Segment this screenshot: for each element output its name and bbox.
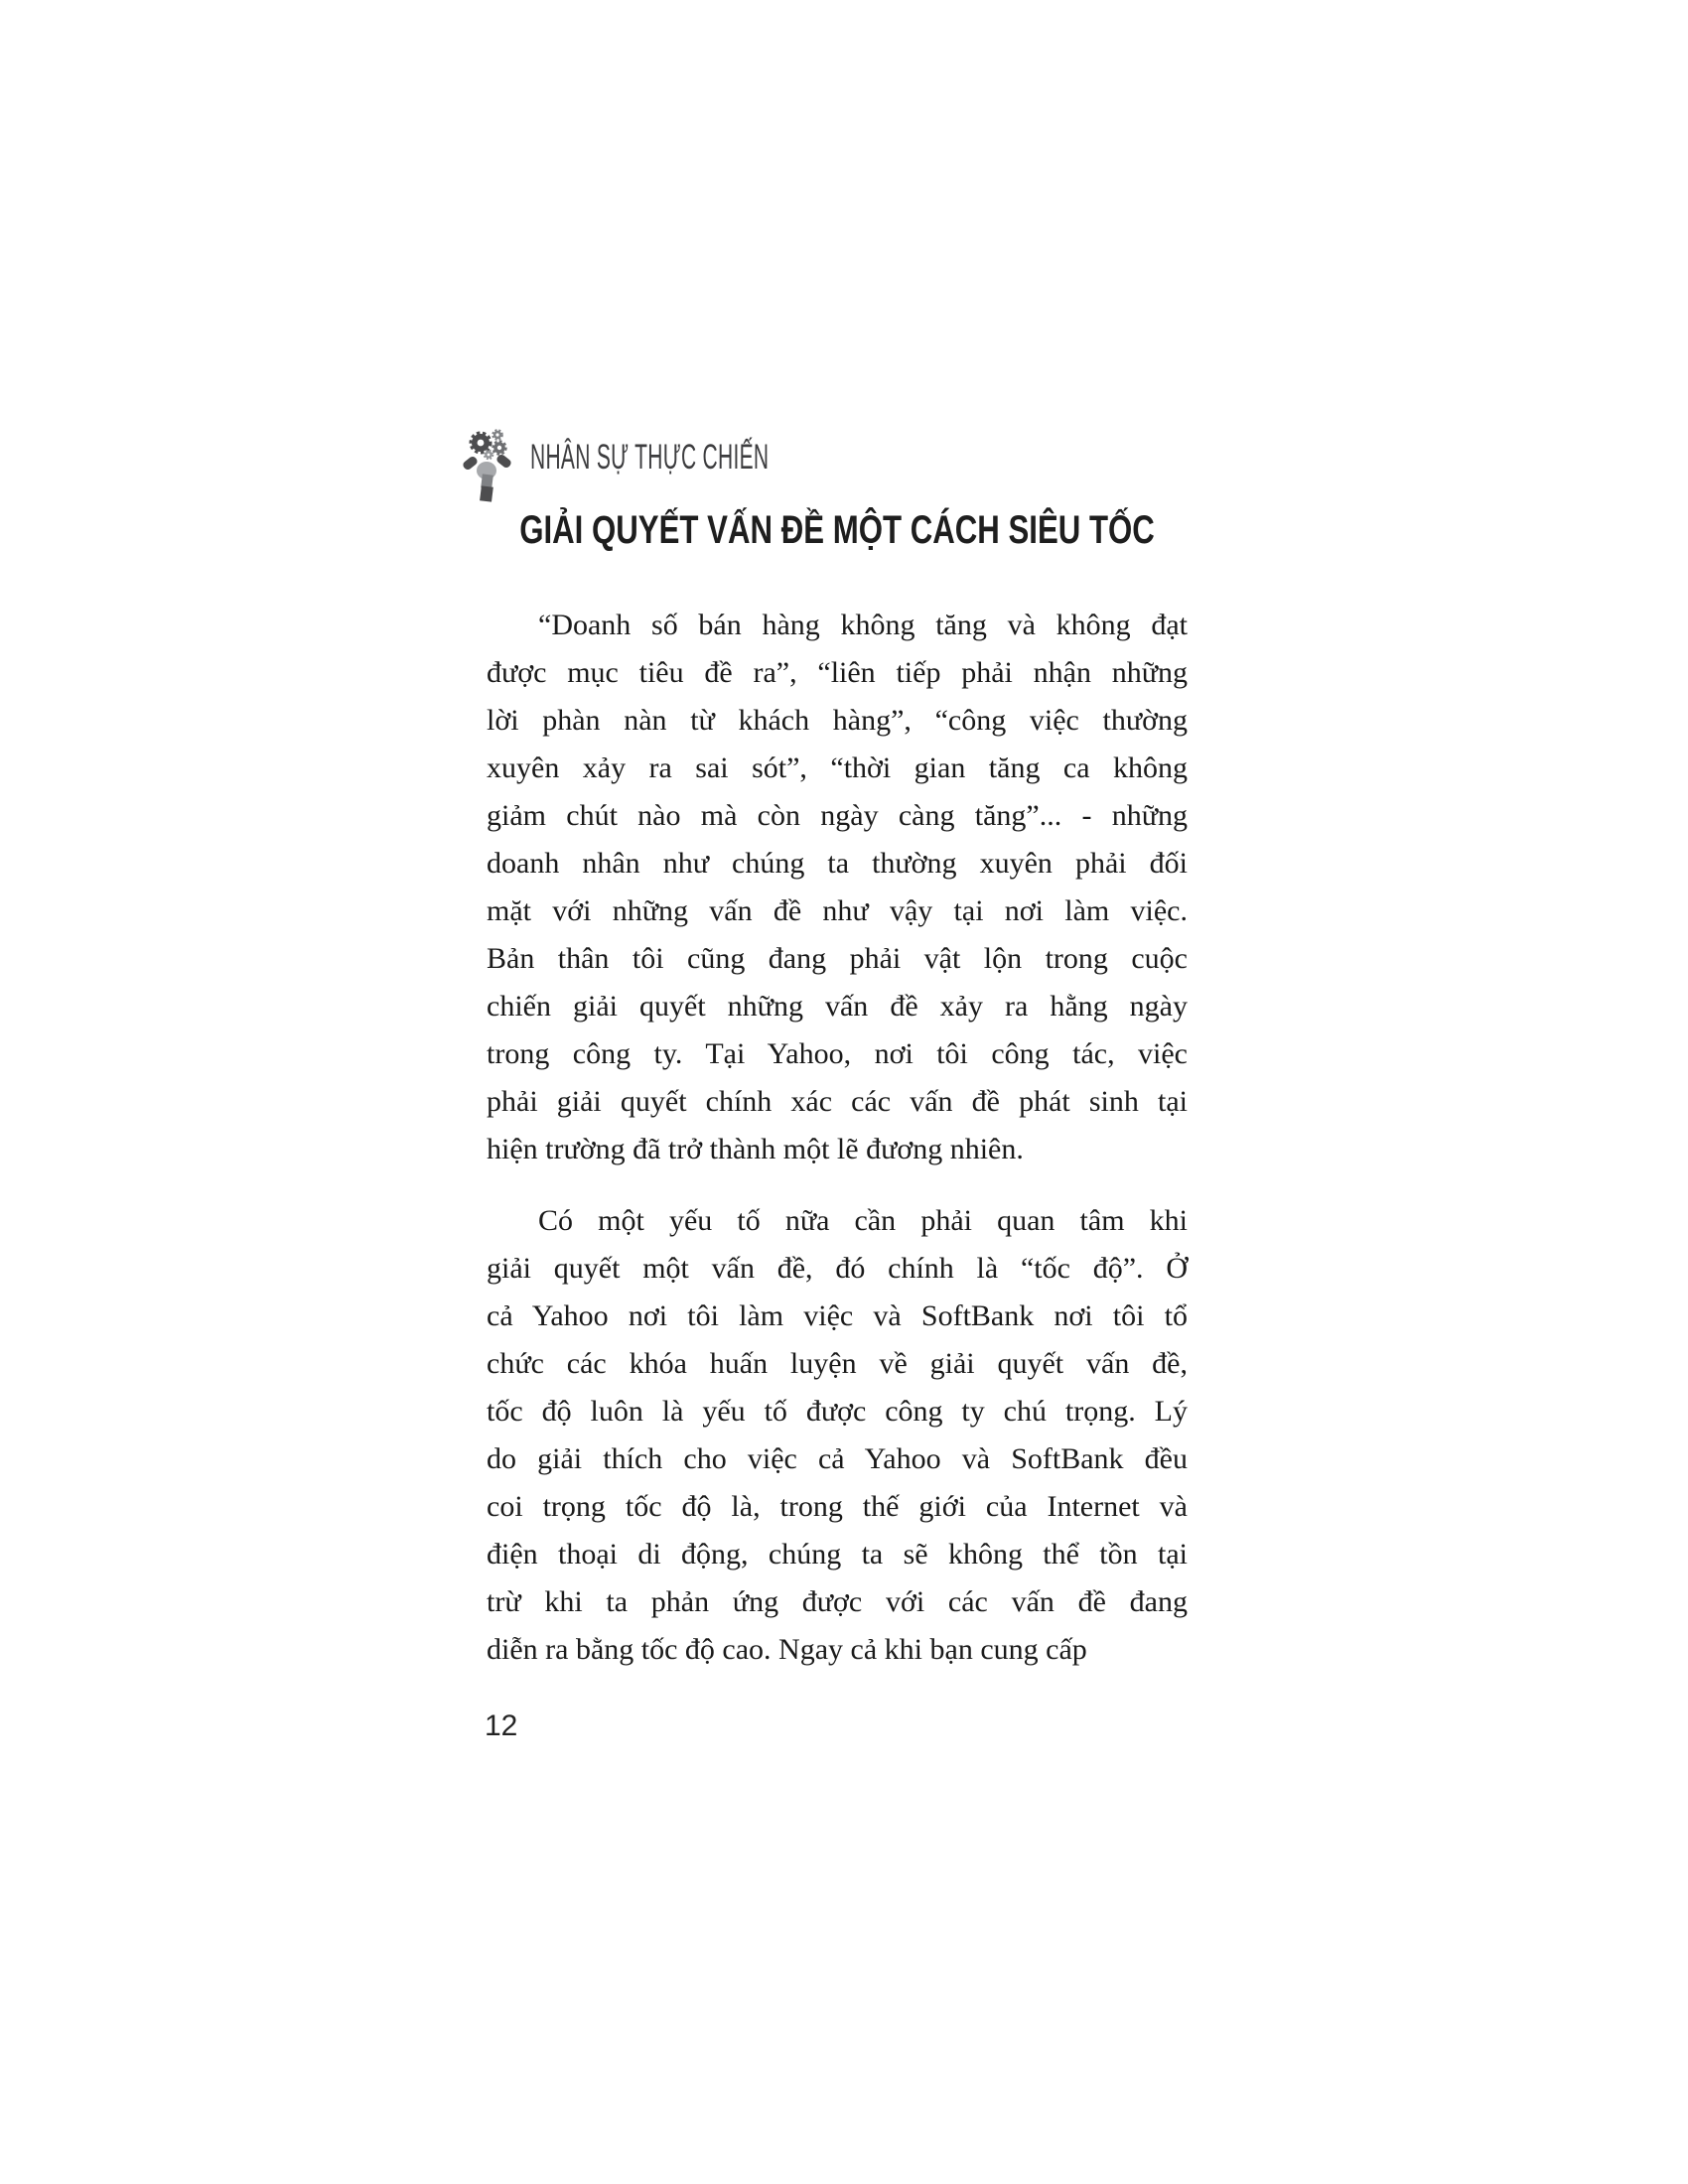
paragraph bbox=[487, 602, 1188, 1173]
text-line: trừ khi ta phản ứng được với các vấn đề đang bbox=[487, 1585, 1188, 1618]
text-line: diễn ra bằng tốc độ cao. Ngay cả khi bạn cung cấp bbox=[487, 1633, 1087, 1666]
gear-small-top bbox=[492, 430, 501, 439]
chapter-title-text: GIẢI QUYẾT VẤN ĐỀ MỘT CÁCH SIÊU TỐC bbox=[519, 508, 1155, 552]
hand-shape bbox=[462, 453, 512, 501]
text-line: Bản thân tôi cũng đang phải vật lộn trong cuộc bbox=[487, 942, 1188, 975]
body-text bbox=[487, 602, 1188, 1674]
text-line: được mục tiêu đề ra”, “liên tiếp phải nhận những bbox=[487, 656, 1188, 689]
text-line: cả Yahoo nơi tôi làm việc và SoftBank nơi tôi tổ bbox=[487, 1299, 1188, 1332]
brand-name: NHÂN SỰ THỰC CHIẾN bbox=[530, 438, 770, 477]
text-line: tốc độ luôn là yếu tố được công ty chú trọng. Lý bbox=[487, 1395, 1188, 1428]
text-line: điện thoại di động, chúng ta sẽ không thể tồn tại bbox=[487, 1538, 1188, 1570]
text-line: phải giải quyết chính xác các vấn đề phát sinh tại bbox=[487, 1085, 1188, 1118]
text-line: Có một yếu tố nữa cần phải quan tâm khi bbox=[538, 1204, 1188, 1237]
paragraph bbox=[487, 1197, 1188, 1674]
text-line: lời phàn nàn từ khách hàng”, “công việc thường bbox=[487, 704, 1188, 737]
text-line: mặt với những vấn đề như vậy tại nơi làm việc. bbox=[487, 894, 1188, 927]
text-line: coi trọng tốc độ là, trong thế giới của Internet và bbox=[487, 1490, 1188, 1523]
page-number: 12 bbox=[485, 1709, 518, 1742]
text-line: do giải thích cho việc cả Yahoo và SoftBank đều bbox=[487, 1442, 1188, 1475]
text-line: “Doanh số bán hàng không tăng và không đạt bbox=[538, 609, 1188, 641]
text-line: trong công ty. Tại Yahoo, nơi tôi công tác, việc bbox=[487, 1037, 1188, 1070]
text-line: hiện trường đã trở thành một lẽ đương nhiên. bbox=[487, 1133, 1024, 1165]
chapter-title bbox=[487, 510, 1188, 550]
text-line: chức các khóa huấn luyện về giải quyết vấn đề, bbox=[487, 1347, 1188, 1380]
text-line: chiến giải quyết những vấn đề xảy ra hằng ngày bbox=[487, 990, 1188, 1023]
gear-tiny bbox=[485, 451, 492, 459]
gear-large bbox=[472, 434, 491, 453]
gear-medium bbox=[493, 442, 505, 454]
gears-hand-icon bbox=[461, 427, 514, 502]
text-line: xuyên xảy ra sai sót”, “thời gian tăng ca không bbox=[487, 751, 1188, 784]
text-line: giảm chút nào mà còn ngày càng tăng”... - những bbox=[487, 799, 1188, 832]
text-line: giải quyết một vấn đề, đó chính là “tốc độ”. Ở bbox=[487, 1252, 1188, 1285]
text-line: doanh nhân như chúng ta thường xuyên phải đối bbox=[487, 847, 1188, 880]
